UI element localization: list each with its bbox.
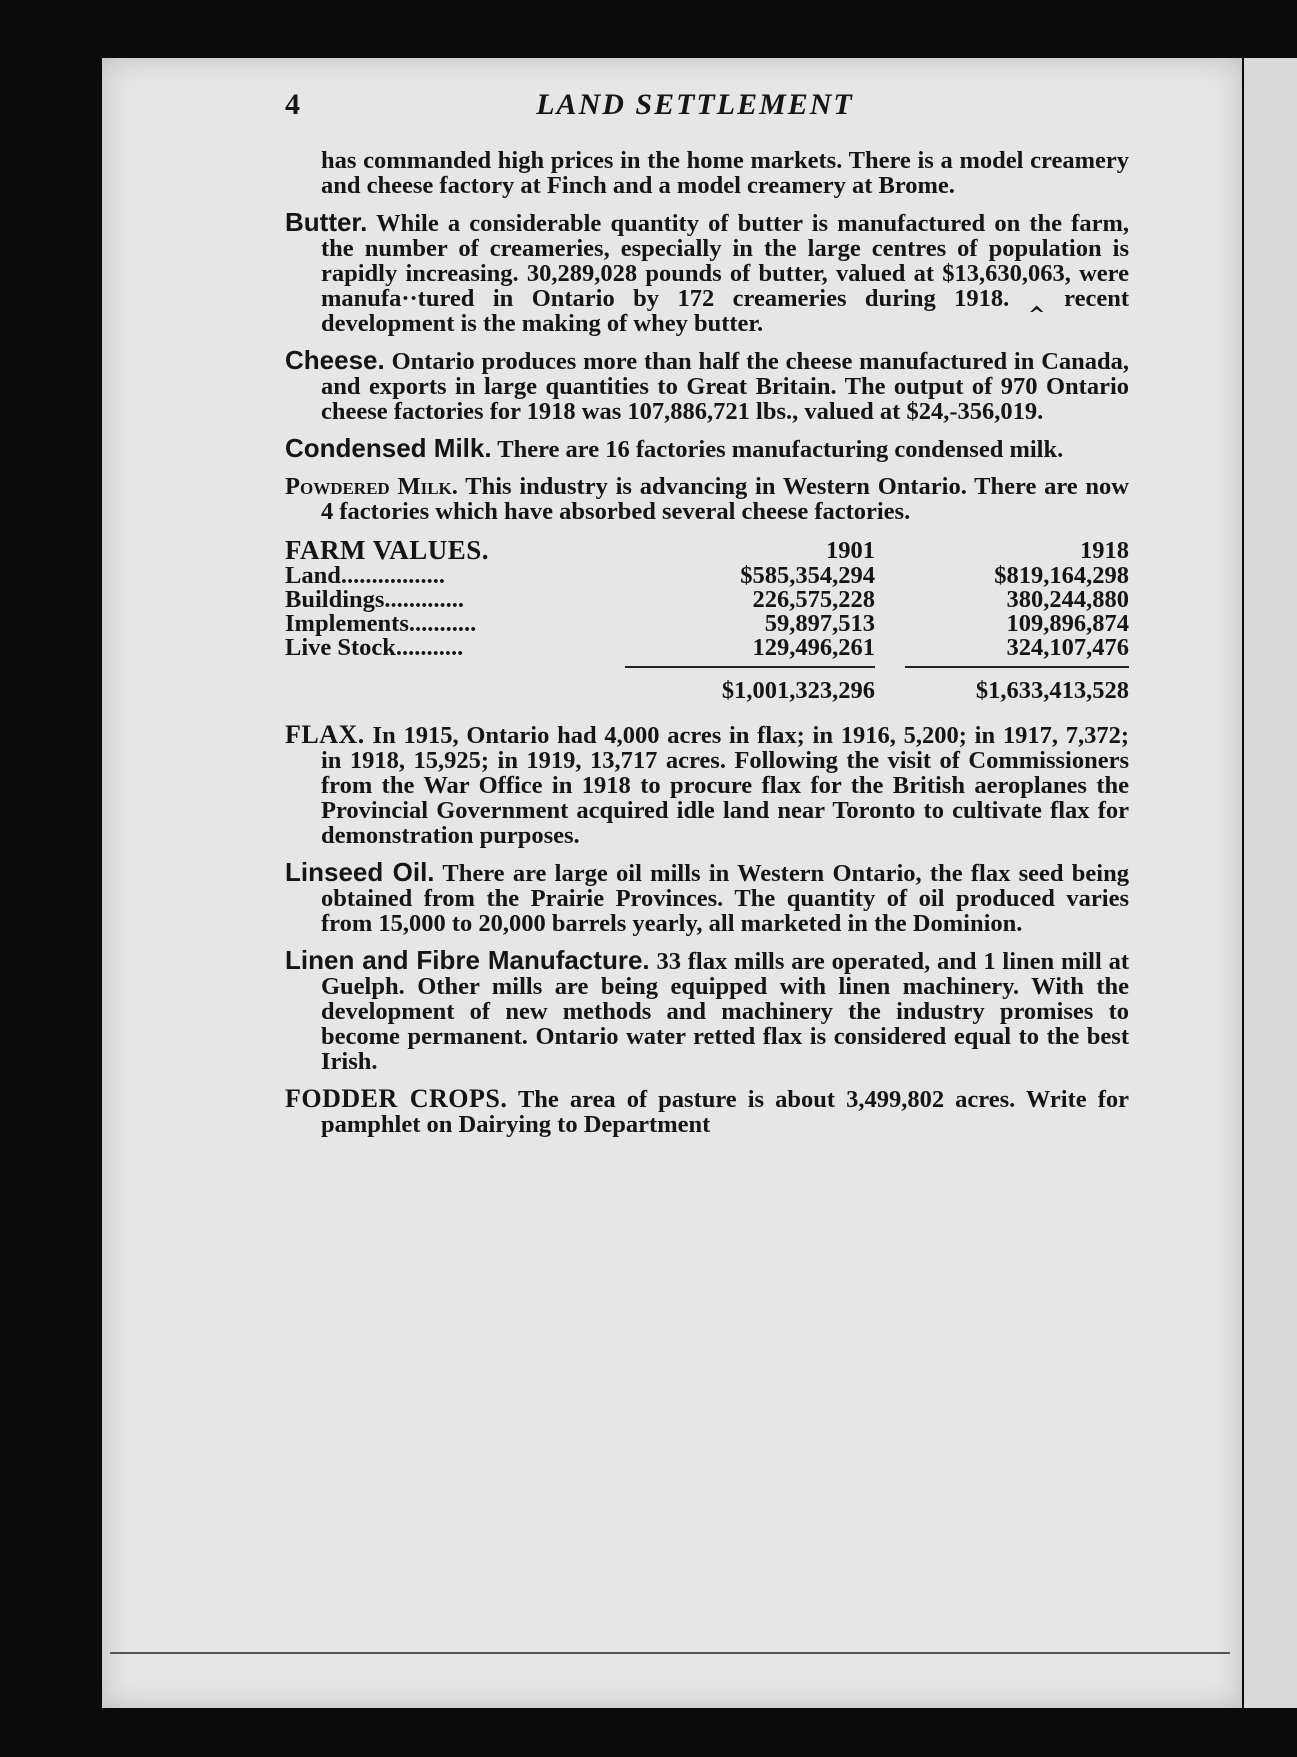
table-row: [285, 564, 1129, 588]
total-rule-1918: [905, 666, 1129, 668]
farm-values-header-row: [285, 538, 1129, 564]
value-land-1901: $585,354,294: [740, 562, 875, 589]
value-buildings-1901: 226,575,228: [752, 586, 875, 613]
paragraph-condensed-milk-text: There are 16 factories manufacturing condensed milk.: [497, 436, 1064, 463]
paragraph-flax: [285, 722, 1129, 848]
value-land-1918: $819,164,298: [994, 562, 1129, 589]
row-label-live-stock: Live Stock...........: [285, 634, 464, 661]
body-text: [285, 148, 1129, 1149]
row-label-land: Land.................: [285, 562, 445, 589]
total-1901: $1,001,323,296: [721, 677, 875, 704]
paragraph-butter: [285, 207, 1129, 337]
table-total-row: [285, 674, 1129, 708]
value-live-stock-1918: 324,107,476: [1006, 634, 1129, 661]
table-row: [285, 612, 1129, 636]
heading-linseed-oil: Linseed Oil.: [285, 857, 435, 887]
paragraph-linen: [285, 945, 1129, 1075]
value-implements-1918: 109,896,874: [1006, 610, 1129, 637]
paragraph-butter-text: While a considerable quantity of butter is manufactured on the farm, the number of creameries, especially in the large centres of population is rapidly increasing. 30,289,028 pounds of butter, valued at $13,630,063, were manufa··tured in Ontario by 172 creameries during 1918. ‸ recent development is the making of whey butter.: [321, 210, 1129, 337]
heading-condensed-milk: Condensed Milk.: [285, 433, 492, 463]
page-number: 4: [285, 88, 300, 121]
table-row: [285, 636, 1129, 660]
heading-flax: FLAX.: [285, 720, 365, 749]
value-live-stock-1901: 129,496,261: [752, 634, 875, 661]
running-title: LAND SETTLEMENT: [536, 88, 854, 121]
paragraph-intro: [285, 148, 1129, 198]
paragraph-cheese-text: Ontario produces more than half the cheese manufactured in Canada, and exports in large quantities to Great Britain. The output of 970 Ontario cheese factories for 1918 was 107,886,721 lbs., valued at $24,-356,019.: [321, 348, 1130, 425]
paragraph-powdered-milk-text: This industry is advancing in Western Ontario. There are now 4 factories which have absorbed several cheese factories.: [321, 473, 1129, 525]
heading-fodder: FODDER CROPS.: [285, 1084, 508, 1113]
row-label-buildings: Buildings.............: [285, 586, 465, 613]
paragraph-fodder-text: The area of pasture is about 3,499,802 acres. Write for pamphlet on Dairying to Department: [321, 1086, 1129, 1138]
row-label-implements: Implements...........: [285, 610, 477, 637]
paragraph-fodder: [285, 1086, 1129, 1137]
heading-linen: Linen and Fibre Manufacture.: [285, 945, 650, 975]
farm-values-table: [285, 535, 1129, 708]
paragraph-linseed-oil: [285, 857, 1129, 937]
table-row: [285, 588, 1129, 612]
paragraph-cheese: [285, 345, 1130, 425]
value-buildings-1918: 380,244,880: [1006, 586, 1129, 613]
year-header-1918: 1918: [1080, 537, 1129, 564]
heading-powdered-milk: Powdered Milk.: [285, 473, 458, 500]
paragraph-linen-text: 33 flax mills are operated, and 1 linen mill at Guelph. Other mills are being equipped with linen machinery. With the development of new methods and machinery the industry promises to become permanent. Ontario water retted flax is considered equal to the best Irish.: [321, 948, 1129, 1075]
facing-page-edge: [1244, 58, 1297, 1708]
paragraph-linseed-oil-text: There are large oil mills in Western Ontario, the flax seed being obtained from the Prairie Provinces. The quantity of oil produced varies from 15,000 to 20,000 barrels yearly, all marketed in the Dominion.: [321, 860, 1129, 937]
heading-butter: Butter.: [285, 207, 368, 237]
paragraph-intro-text: has commanded high prices in the home m​arkets. There is a model creamery and cheese factory at Finch and a model creamery at Brome.: [321, 147, 1129, 199]
paragraph-flax-text: In 1915, Ontario had 4,000 acres in flax; in 1916, 5,200; in 1917, 7,372; in 1918, 15,925; in 1919, 13,717 acres. Following the visit of Commissioners from the War Office in 1918 to procure flax for the British aeroplanes the Provincial Government acquired idle land near Toronto to cultivate flax for demonstration purposes.: [321, 722, 1130, 849]
value-implements-1901: 59,897,513: [764, 610, 875, 637]
paragraph-powdered-milk: [285, 474, 1129, 524]
paragraph-condensed-milk: [285, 433, 1129, 463]
total-1918: $1,633,413,528: [975, 677, 1129, 704]
page-bottom-edge: [110, 1652, 1230, 1654]
year-header-1901: 1901: [826, 537, 875, 564]
running-head: [285, 88, 1105, 128]
table-rule-row: [285, 660, 1129, 674]
heading-cheese: Cheese.: [285, 345, 385, 375]
farm-values-title: FARM VALUES.: [285, 535, 490, 565]
total-rule-1901: [625, 666, 875, 668]
